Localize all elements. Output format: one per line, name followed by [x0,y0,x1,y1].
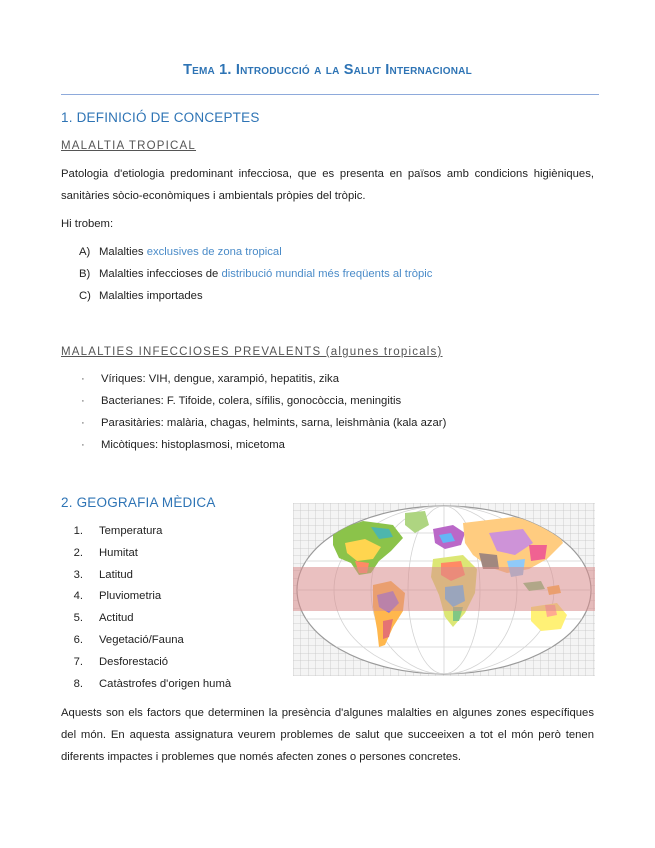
bullet-text: Víriques: VIH, dengue, xarampió, hepatitis, zika [101,373,339,385]
list-item-label: B) [79,268,91,280]
tropic-band [293,567,595,611]
bullet-dot-icon: · [81,439,85,451]
factor-number: 5. [73,612,83,624]
factor-text: Catàstrofes d'origen humà [99,678,232,690]
factor-text: Humitat [99,547,138,559]
factor-item [61,656,168,668]
list-item-highlight: exclusives de zona tropical [146,246,282,258]
list-item-text: Malalties importades [99,290,203,302]
bullet-text: Parasitàries: malària, chagas, helmints, sarna, leishmània (kala azar) [101,417,447,429]
list-item-text: Malalties infeccioses de [99,268,222,280]
bullet-dot-icon: · [81,373,85,385]
list-item-label: A) [79,246,91,258]
list-item-text: Malalties [99,246,147,258]
intro-text: Hi trobem: [61,218,114,230]
list-item-a [79,246,282,258]
bullet-dot-icon: · [81,395,85,407]
world-map-image [293,503,595,676]
bullet-dot-icon: · [81,417,85,429]
subheading-malalties-infeccioses: MALALTIES INFECCIOSES PREVALENTS (algunes tropicals) [61,346,443,358]
factor-item [61,525,162,537]
factor-item [61,634,184,646]
factor-number: 1. [73,525,83,537]
bullet-item [81,373,339,385]
factor-item [61,547,138,559]
factor-item [61,590,161,602]
factor-number: 2. [73,547,83,559]
factor-text: Temperatura [99,525,163,537]
document-page [61,0,594,848]
list-item-label: C) [79,290,91,302]
bullet-item [81,439,285,451]
list-item-highlight: distribució mundial més freqüents al tròpic [221,268,433,280]
subheading-malaltia-tropical: MALALTIA TROPICAL [61,140,197,152]
list-item-c [79,290,203,302]
factor-text: Pluviometria [99,590,162,602]
factor-number: 4. [73,590,83,602]
document-title: Tema 1. Introducció a la Salut Internacional [183,62,472,78]
section-2-heading: 2. GEOGRAFIA MÈDICA [61,495,216,510]
factor-item [61,569,133,581]
bullet-text: Micòtiques: histoplasmosi, micetoma [101,439,285,451]
factor-number: 6. [73,634,83,646]
title-divider [61,94,599,95]
factor-number: 8. [73,678,83,690]
factor-item [61,678,231,690]
factor-item [61,612,134,624]
bullet-item [81,417,446,429]
conclusion-paragraph: Aquests son els factors que determinen la presència d'algunes malalties en algunes zones específiques del món. En aquesta assignatura veurem problemes de salut que succeeixen a tot el món però tenen diferents impactes i problemes que només afecten zones o persones concretes. [61,707,594,763]
factor-number: 3. [73,569,83,581]
section-1-heading: 1. DEFINICIÓ DE CONCEPTES [61,110,260,125]
factor-text: Vegetació/Fauna [99,634,184,646]
factor-text: Latitud [99,569,133,581]
bullet-text: Bacterianes: F. Tifoide, colera, sífilis, gonocòccia, meningitis [101,395,402,407]
bullet-item [81,395,401,407]
definition-paragraph: Patologia d'etiologia predominant infecciosa, que es presenta en països amb condicions higièniques, sanitàries sòcio-econòmiques i ambientals pròpies del tròpic. [61,168,594,202]
factor-number: 7. [73,656,83,668]
factor-text: Actitud [99,612,134,624]
list-item-b [79,268,432,280]
factor-text: Desforestació [99,656,169,668]
